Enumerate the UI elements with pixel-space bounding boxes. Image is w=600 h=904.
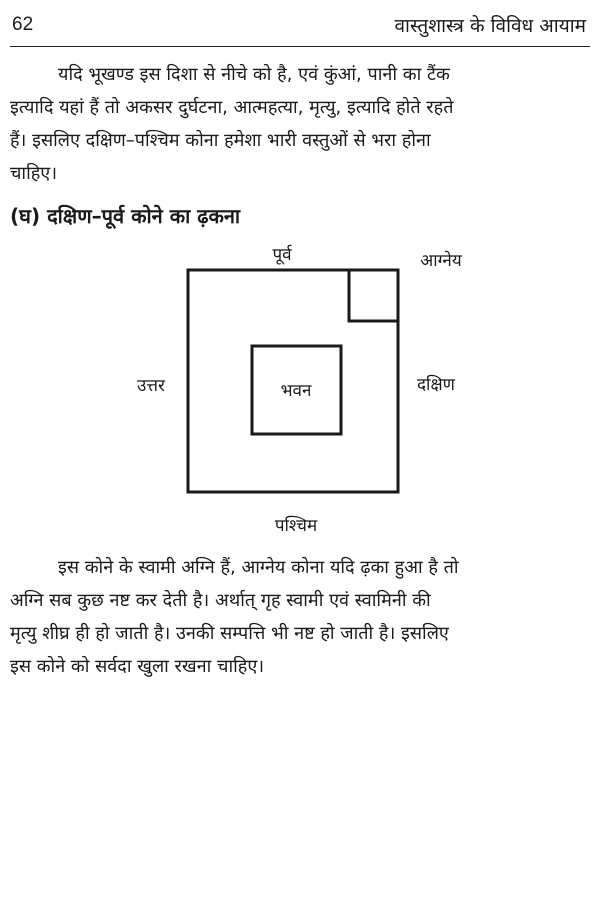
paragraph-line: मृत्यु शीघ्र ही हो जाती है। उनकी सम्पत्ति भी नष्ट हो जाती है। इसलिए: [10, 623, 449, 644]
label-north: उत्तर: [136, 376, 166, 396]
label-west: पश्चिम: [274, 516, 318, 536]
paragraph-southwest: [10, 58, 592, 190]
paragraph-line: हैं। इसलिए दक्षिण–पश्चिम कोना हमेशा भारी वस्तुओं से भरा होना: [10, 130, 431, 151]
paragraph-southeast: [10, 551, 592, 683]
label-south: दक्षिण: [417, 375, 455, 395]
agneya-corner-square: [349, 270, 398, 321]
page-number: 62: [12, 14, 34, 35]
direction-diagram: [0, 230, 600, 550]
label-east: पूर्व: [272, 245, 292, 265]
label-agneya: आग्नेय: [420, 251, 462, 271]
paragraph-line: यदि भूखण्ड इस दिशा से नीचे को है, एवं कुंआं, पानी का टैंक: [58, 64, 450, 85]
label-building: भवन: [280, 381, 312, 401]
header-rule: [10, 46, 590, 47]
paragraph-line: इत्यादि यहां हैं तो अकसर दुर्घटना, आत्महत्या, मृत्यु, इत्यादि होते रहते: [10, 97, 454, 118]
paragraph-line: इस कोने के स्वामी अग्नि हैं, आग्नेय कोना यदि ढ़का हुआ है तो: [58, 557, 459, 578]
paragraph-line: चाहिए।: [10, 163, 58, 184]
section-heading: (घ) दक्षिण–पूर्व कोने का ढ़कना: [10, 204, 241, 228]
paragraph-line: अग्नि सब कुछ नष्ट कर देती है। अर्थात् गृह स्वामी एवं स्वामिनी की: [10, 590, 431, 611]
paragraph-line: इस कोने को सर्वदा खुला रखना चाहिए।: [10, 656, 265, 677]
running-header: वास्तुशास्त्र के विविध आयाम: [394, 15, 586, 37]
